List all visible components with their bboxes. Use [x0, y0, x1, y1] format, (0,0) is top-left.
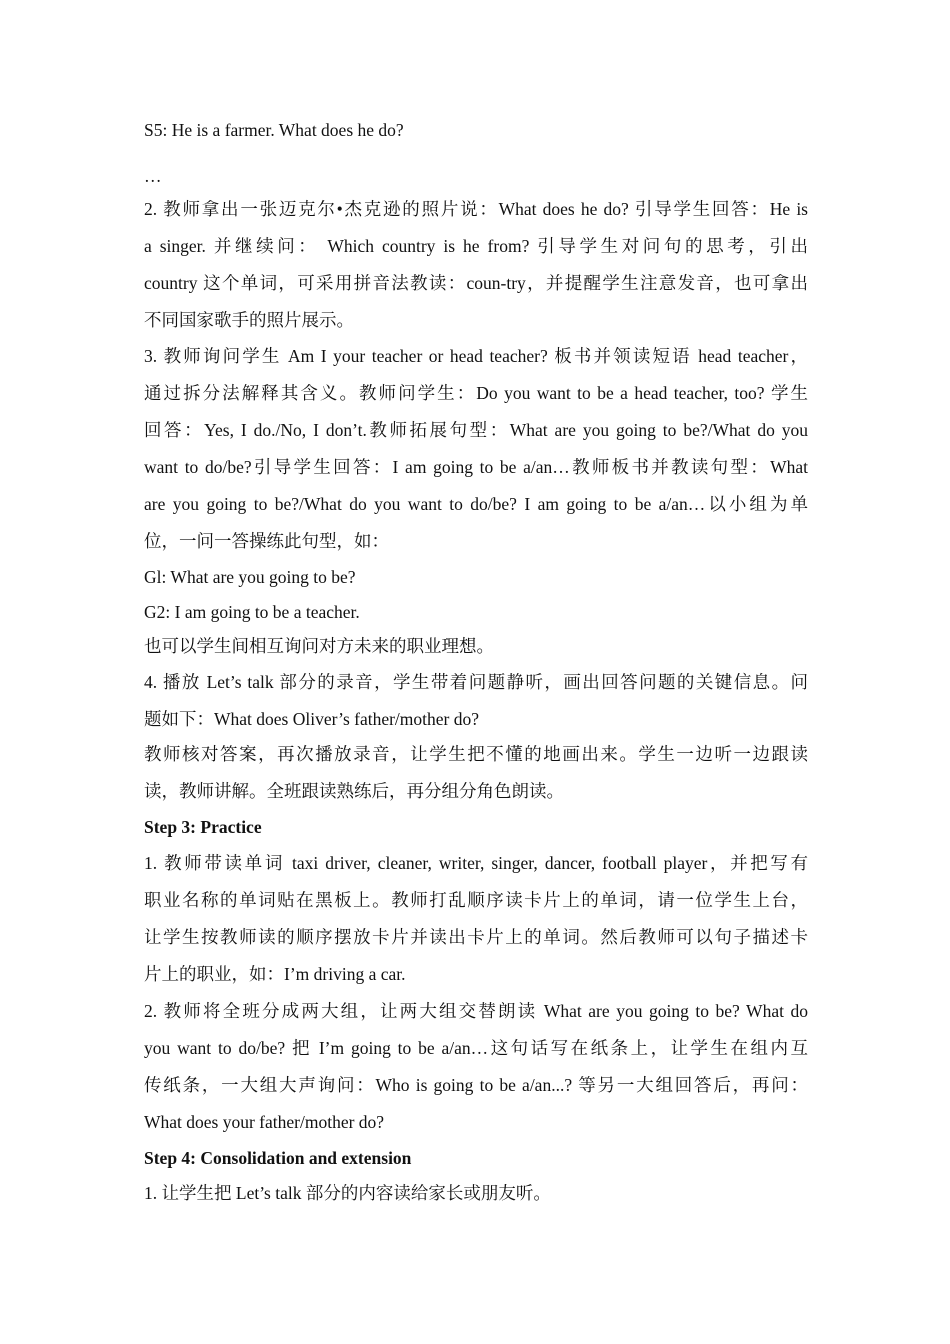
text-line: 1. 教师带读单词 taxi driver, cleaner, writer, singer, dancer, football player，并把写有 — [144, 853, 808, 873]
section-heading: Step 3: Practice — [144, 817, 262, 837]
text-line: 1. 让学生把 Let’s talk 部分的内容读给家长或朋友听。 — [144, 1183, 551, 1203]
text-line: want to do/be?引导学生回答：I am going to be a/an…教师板书并教读句型：What — [144, 457, 808, 477]
text-line: G2: I am going to be a teacher. — [144, 602, 360, 622]
text-line: 读，教师讲解。全班跟读熟练后，再分组分角色朗读。 — [144, 781, 564, 801]
text-line: What does your father/mother do? — [144, 1112, 385, 1132]
text-line: … — [144, 166, 162, 186]
text-line: country 这个单词，可采用拼音法教读：coun-try，并提醒学生注意发音，也可拿出 — [144, 273, 808, 293]
text-line: a singer. 并继续问： Which country is he from? 引导学生对问句的思考，引出 — [144, 236, 808, 256]
text-line: 题如下：What does Oliver’s father/mother do? — [144, 709, 480, 729]
text-line: 也可以学生间相互询问对方未来的职业理想。 — [144, 636, 494, 656]
text-line: 通过拆分法解释其含义。教师问学生：Do you want to be a head teacher, too? 学生 — [144, 383, 808, 403]
section-heading: Step 4: Consolidation and extension — [144, 1148, 412, 1168]
text-line: 职业名称的单词贴在黑板上。教师打乱顺序读卡片上的单词，请一位学生上台， — [144, 890, 808, 910]
text-line: 传纸条，一大组大声询问：Who is going to be a/an...? 等另一大组回答后，再问： — [144, 1075, 808, 1095]
text-line: 3. 教师询问学生 Am I your teacher or head teacher? 板书并领读短语 head teacher， — [144, 346, 808, 366]
text-line: 回答：Yes, I do./No, I don’t.教师拓展句型：What are you going to be?/What do you — [144, 420, 808, 440]
text-line: S5: He is a farmer. What does he do? — [144, 120, 404, 140]
text-line: Gl: What are you going to be? — [144, 567, 356, 587]
text-line: 2. 教师将全班分成两大组，让两大组交替朗读 What are you going to be? What do — [144, 1001, 808, 1021]
text-line: 2. 教师拿出一张迈克尔•杰克逊的照片说：What does he do? 引导学生回答：He is — [144, 199, 808, 219]
text-line: 不同国家歌手的照片展示。 — [144, 310, 354, 330]
text-line: are you going to be?/What do you want to do/be? I am going to be a/an…以小组为单 — [144, 494, 808, 514]
text-line: 片上的职业，如：I’m driving a car. — [144, 964, 406, 984]
text-line: 4. 播放 Let’s talk 部分的录音，学生带着问题静听，画出回答问题的关键信息。问 — [144, 672, 808, 692]
text-line: 位，一问一答操练此句型，如： — [144, 531, 389, 551]
text-line: 教师核对答案，再次播放录音，让学生把不懂的地画出来。学生一边听一边跟读 — [144, 744, 808, 764]
text-line: 让学生按教师读的顺序摆放卡片并读出卡片上的单词。然后教师可以句子描述卡 — [144, 927, 808, 947]
text-line: you want to do/be? 把 I’m going to be a/an…这句话写在纸条上，让学生在组内互 — [144, 1038, 808, 1058]
